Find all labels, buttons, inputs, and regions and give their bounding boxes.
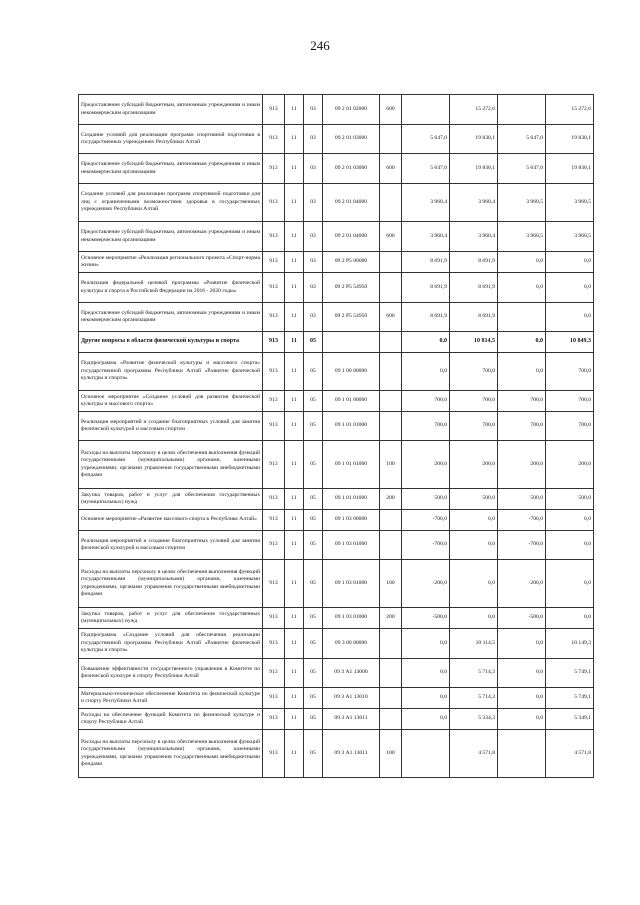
row-name: Предоставление субсидий бюджетным, автономным учреждениям и иным некоммерческим организациям xyxy=(79,154,263,184)
row-section: 11 xyxy=(285,154,304,184)
row-expense-type: 100 xyxy=(380,441,402,489)
row-target-article: 09 1 03 01000 xyxy=(323,531,380,560)
row-amount-change-1: 0,0 xyxy=(402,659,450,688)
row-amount-total-1: 0,0 xyxy=(450,560,498,608)
row-amount-total-2: 15 272,6 xyxy=(546,95,594,125)
row-name: Создание условий для реализации программ спортивной подготовки для лиц с ограниченными возможностями здоровья в государственных учреждениях Республики Алтай xyxy=(79,184,263,222)
row-amount-change-2: 3 960,5 xyxy=(498,184,546,222)
table-row xyxy=(79,441,594,489)
row-name: Подпрограмма «Создание условий для обеспечения реализации государственной программы Республики Алтай «Развитие физической культуры и спорта» xyxy=(79,629,263,659)
table-row xyxy=(79,332,594,353)
row-amount-total-1: 500,0 xyxy=(450,489,498,510)
row-target-article: 09 1 03 01000 xyxy=(323,608,380,629)
row-expense-type xyxy=(380,332,402,353)
row-amount-total-2: 3 960,5 xyxy=(546,184,594,222)
row-amount-change-1: -500,0 xyxy=(402,608,450,629)
row-target-article: 09 1 01 01000 xyxy=(323,441,380,489)
row-subsection: 03 xyxy=(304,154,323,184)
row-subsection: 05 xyxy=(304,353,323,391)
table-row xyxy=(79,730,594,778)
row-name: Другие вопросы в области физической культуры и спорта xyxy=(79,332,263,353)
row-amount-total-1: 10 814,5 xyxy=(450,332,498,353)
table-row xyxy=(79,510,594,531)
row-section: 11 xyxy=(285,709,304,730)
row-name: Реализация мероприятий и создание благоприятных условий для занятия физической культурой и массовым спортом xyxy=(79,531,263,560)
row-amount-change-1: -700,0 xyxy=(402,510,450,531)
row-amount-change-2: 0,0 xyxy=(498,659,546,688)
table-row xyxy=(79,391,594,412)
row-section: 11 xyxy=(285,659,304,688)
row-subsection: 05 xyxy=(304,560,323,608)
table-row xyxy=(79,95,594,125)
row-section: 11 xyxy=(285,252,304,273)
row-expense-type: 600 xyxy=(380,95,402,125)
row-subsection: 05 xyxy=(304,412,323,441)
row-section: 11 xyxy=(285,510,304,531)
row-grbs: 913 xyxy=(263,154,285,184)
row-grbs: 913 xyxy=(263,659,285,688)
row-section: 11 xyxy=(285,629,304,659)
row-subsection: 05 xyxy=(304,608,323,629)
row-target-article: 09 2 01 04000 xyxy=(323,222,380,252)
row-target-article: 09 3 00 00000 xyxy=(323,629,380,659)
row-section: 11 xyxy=(285,303,304,332)
row-amount-change-2: 0,0 xyxy=(498,273,546,303)
table-row xyxy=(79,125,594,154)
row-amount-change-2: 0,0 xyxy=(498,332,546,353)
row-target-article: 09 1 03 01000 xyxy=(323,560,380,608)
row-expense-type: 600 xyxy=(380,222,402,252)
row-amount-change-2: 200,0 xyxy=(498,441,546,489)
row-amount-change-2: -500,0 xyxy=(498,608,546,629)
row-expense-type xyxy=(380,252,402,273)
row-amount-total-1: 3 960,4 xyxy=(450,222,498,252)
row-amount-total-1: 0,0 xyxy=(450,608,498,629)
table-row xyxy=(79,608,594,629)
row-section: 11 xyxy=(285,273,304,303)
row-amount-total-2: 5 749,1 xyxy=(546,659,594,688)
row-name: Закупка товаров, работ и услуг для обеспечения государственных (муниципальных) нужд xyxy=(79,608,263,629)
table-row xyxy=(79,222,594,252)
row-amount-change-2: 5 647,0 xyxy=(498,154,546,184)
row-amount-total-2: 0,0 xyxy=(546,531,594,560)
row-grbs: 913 xyxy=(263,412,285,441)
row-amount-change-1: -700,0 xyxy=(402,531,450,560)
row-target-article: 09 2 P5 54950 xyxy=(323,303,380,332)
row-grbs: 913 xyxy=(263,560,285,608)
row-amount-change-2: 0,0 xyxy=(498,252,546,273)
row-grbs: 913 xyxy=(263,629,285,659)
row-section: 11 xyxy=(285,222,304,252)
table-row xyxy=(79,659,594,688)
row-amount-total-2: 10 149,3 xyxy=(546,629,594,659)
row-target-article: 09 3 А1 13011 xyxy=(323,730,380,778)
row-subsection: 03 xyxy=(304,252,323,273)
row-amount-change-1: 500,0 xyxy=(402,489,450,510)
row-amount-total-1: 19 830,1 xyxy=(450,125,498,154)
row-name: Создание условий для реализации программ спортивной подготовки в государственных учреждениях Республики Алтай xyxy=(79,125,263,154)
row-amount-total-1: 19 830,1 xyxy=(450,154,498,184)
table-row xyxy=(79,688,594,709)
table-row xyxy=(79,709,594,730)
row-amount-total-1: 8 691,9 xyxy=(450,252,498,273)
row-name: Подпрограмма «Развитие физической культуры и массового спорта» государственной программы Республики Алтай «Развитие физической культуры и спорта» xyxy=(79,353,263,391)
row-name: Основное мероприятие «Создание условий для развития физической культуры и массового спорта» xyxy=(79,391,263,412)
row-expense-type xyxy=(380,391,402,412)
row-amount-total-2: 5 749,1 xyxy=(546,688,594,709)
row-subsection: 05 xyxy=(304,629,323,659)
row-amount-total-1: 3 960,4 xyxy=(450,184,498,222)
table-row xyxy=(79,560,594,608)
row-grbs: 913 xyxy=(263,489,285,510)
row-name: Предоставление субсидий бюджетным, автономным учреждениям и иным некоммерческим организациям xyxy=(79,222,263,252)
row-section: 11 xyxy=(285,531,304,560)
row-amount-total-1: 5 334,3 xyxy=(450,709,498,730)
row-amount-total-2: 0,0 xyxy=(546,608,594,629)
row-amount-total-1: 4 571,8 xyxy=(450,730,498,778)
row-amount-change-1: -200,0 xyxy=(402,560,450,608)
row-grbs: 913 xyxy=(263,184,285,222)
row-section: 11 xyxy=(285,391,304,412)
row-expense-type: 100 xyxy=(380,730,402,778)
row-target-article: 09 2 01 02000 xyxy=(323,95,380,125)
row-section: 11 xyxy=(285,95,304,125)
row-subsection: 05 xyxy=(304,688,323,709)
row-subsection: 05 xyxy=(304,659,323,688)
row-subsection: 05 xyxy=(304,441,323,489)
row-amount-change-2 xyxy=(498,303,546,332)
row-amount-total-2: 0,0 xyxy=(546,510,594,531)
row-target-article: 09 1 01 00000 xyxy=(323,391,380,412)
row-expense-type xyxy=(380,510,402,531)
row-name: Основное мероприятие «Реализация регионального проекта «Спорт-норма жизни» xyxy=(79,252,263,273)
row-grbs: 913 xyxy=(263,441,285,489)
row-grbs: 913 xyxy=(263,125,285,154)
row-amount-change-2: 500,0 xyxy=(498,489,546,510)
row-amount-change-1: 3 960,4 xyxy=(402,222,450,252)
row-expense-type: 200 xyxy=(380,489,402,510)
row-grbs: 913 xyxy=(263,688,285,709)
row-amount-change-1: 0,0 xyxy=(402,629,450,659)
row-amount-total-1: 8 691,9 xyxy=(450,273,498,303)
row-target-article: 09 3 А1 13011 xyxy=(323,709,380,730)
row-subsection: 05 xyxy=(304,489,323,510)
row-expense-type xyxy=(380,273,402,303)
row-amount-total-1: 15 272,6 xyxy=(450,95,498,125)
row-amount-change-1: 0,0 xyxy=(402,353,450,391)
row-grbs: 913 xyxy=(263,353,285,391)
row-grbs: 913 xyxy=(263,510,285,531)
row-amount-total-2: 700,0 xyxy=(546,412,594,441)
row-name: Материально-техническое обеспечение Комитета по физической культуре и спорту Республики Алтай xyxy=(79,688,263,709)
row-name: Предоставление субсидий бюджетным, автономным учреждениям и иным некоммерческим организациям xyxy=(79,303,263,332)
row-target-article: 09 1 00 00000 xyxy=(323,353,380,391)
row-grbs: 913 xyxy=(263,709,285,730)
row-section: 11 xyxy=(285,560,304,608)
row-target-article: 09 1 01 01000 xyxy=(323,412,380,441)
row-amount-change-1: 0,0 xyxy=(402,332,450,353)
row-amount-change-1: 0,0 xyxy=(402,709,450,730)
row-amount-change-1: 5 647,0 xyxy=(402,125,450,154)
row-expense-type xyxy=(380,353,402,391)
row-section: 11 xyxy=(285,688,304,709)
row-amount-change-2 xyxy=(498,95,546,125)
row-subsection: 05 xyxy=(304,730,323,778)
row-name: Реализация мероприятий и создание благоприятных условий для занятия физической культурой и массовым спортом xyxy=(79,412,263,441)
table-row xyxy=(79,531,594,560)
row-name: Расходы на обеспечение функций Комитета по физической культуре и спорту Республики Алтай xyxy=(79,709,263,730)
row-grbs: 913 xyxy=(263,730,285,778)
row-section: 11 xyxy=(285,730,304,778)
row-section: 11 xyxy=(285,412,304,441)
row-name: Основное мероприятие «Развитие массового спорта в Республике Алтай» xyxy=(79,510,263,531)
table-row xyxy=(79,303,594,332)
row-grbs: 913 xyxy=(263,608,285,629)
row-name: Повышение эффективности государственного управления в Комитете по физической культуре и спорту Республики Алтай xyxy=(79,659,263,688)
row-amount-change-2: -200,0 xyxy=(498,560,546,608)
row-amount-change-2: 0,0 xyxy=(498,353,546,391)
row-amount-change-2: 0,0 xyxy=(498,629,546,659)
row-grbs: 913 xyxy=(263,222,285,252)
row-amount-change-2 xyxy=(498,730,546,778)
table-row xyxy=(79,154,594,184)
row-amount-total-2: 700,0 xyxy=(546,353,594,391)
row-expense-type xyxy=(380,412,402,441)
budget-table-body xyxy=(79,95,594,778)
row-name: Закупка товаров, работ и услуг для обеспечения государственных (муниципальных) нужд xyxy=(79,489,263,510)
row-amount-total-2: 19 830,1 xyxy=(546,125,594,154)
page-number: 246 xyxy=(310,38,330,53)
row-amount-change-1: 700,0 xyxy=(402,391,450,412)
row-amount-total-1: 200,0 xyxy=(450,441,498,489)
row-target-article: 09 1 01 01000 xyxy=(323,489,380,510)
row-amount-change-2: 0,0 xyxy=(498,709,546,730)
row-target-article: 09 3 А1 13010 xyxy=(323,688,380,709)
table-row xyxy=(79,412,594,441)
row-subsection: 03 xyxy=(304,95,323,125)
row-name: Расходы на выплаты персоналу в целях обеспечения выполнения функций государственными (муниципальными) органами, казенными учреждениями, органами управления государственными внебюджетными фондами xyxy=(79,441,263,489)
table-row xyxy=(79,252,594,273)
row-amount-total-1: 0,0 xyxy=(450,510,498,531)
row-expense-type xyxy=(380,531,402,560)
row-grbs: 913 xyxy=(263,95,285,125)
table-row xyxy=(79,273,594,303)
row-subsection: 05 xyxy=(304,709,323,730)
row-subsection: 05 xyxy=(304,332,323,353)
row-expense-type xyxy=(380,709,402,730)
row-amount-total-2: 0,0 xyxy=(546,303,594,332)
row-target-article: 09 1 03 00000 xyxy=(323,510,380,531)
row-section: 11 xyxy=(285,332,304,353)
row-subsection: 05 xyxy=(304,510,323,531)
row-grbs: 913 xyxy=(263,391,285,412)
row-amount-change-1: 5 647,0 xyxy=(402,154,450,184)
row-amount-total-2: 200,0 xyxy=(546,441,594,489)
row-amount-total-2: 4 571,8 xyxy=(546,730,594,778)
row-subsection: 05 xyxy=(304,391,323,412)
row-amount-change-1: 3 960,4 xyxy=(402,184,450,222)
row-subsection: 03 xyxy=(304,125,323,154)
row-subsection: 03 xyxy=(304,273,323,303)
row-subsection: 03 xyxy=(304,303,323,332)
row-grbs: 913 xyxy=(263,332,285,353)
row-expense-type xyxy=(380,688,402,709)
row-name: Расходы на выплаты персоналу в целях обеспечения выполнения функций государственными (муниципальными) органами, казенными учреждениями, органами управления государственными внебюджетными фондами xyxy=(79,730,263,778)
table-row xyxy=(79,489,594,510)
row-subsection: 05 xyxy=(304,531,323,560)
row-amount-total-2: 0,0 xyxy=(546,273,594,303)
row-amount-total-2: 700,0 xyxy=(546,391,594,412)
row-subsection: 03 xyxy=(304,222,323,252)
budget-table xyxy=(78,94,594,778)
row-amount-change-1 xyxy=(402,95,450,125)
row-expense-type xyxy=(380,629,402,659)
row-expense-type: 600 xyxy=(380,303,402,332)
row-amount-total-2: 500,0 xyxy=(546,489,594,510)
row-amount-total-2: 19 830,1 xyxy=(546,154,594,184)
row-amount-total-2: 3 960,5 xyxy=(546,222,594,252)
row-amount-change-1: 200,0 xyxy=(402,441,450,489)
row-target-article: 09 3 А1 13000 xyxy=(323,659,380,688)
row-amount-total-1: 0,0 xyxy=(450,531,498,560)
row-grbs: 913 xyxy=(263,531,285,560)
row-amount-total-1: 5 714,3 xyxy=(450,688,498,709)
row-amount-total-2: 0,0 xyxy=(546,252,594,273)
row-amount-change-2: 3 960,5 xyxy=(498,222,546,252)
row-name: Предоставление субсидий бюджетным, автономным учреждениям и иным некоммерческим организациям xyxy=(79,95,263,125)
row-amount-total-1: 5 714,3 xyxy=(450,659,498,688)
row-amount-change-2: 0,0 xyxy=(498,688,546,709)
row-section: 11 xyxy=(285,489,304,510)
row-section: 11 xyxy=(285,353,304,391)
row-subsection: 03 xyxy=(304,184,323,222)
row-target-article: 09 2 01 04000 xyxy=(323,184,380,222)
table-row xyxy=(79,629,594,659)
row-amount-total-1: 700,0 xyxy=(450,391,498,412)
row-name: Расходы на выплаты персоналу в целях обеспечения выполнения функций государственными (муниципальными) органами, казенными учреждениями, органами управления государственными внебюджетными фондами xyxy=(79,560,263,608)
row-amount-change-1: 8 691,9 xyxy=(402,303,450,332)
row-target-article: 09 2 P5 00000 xyxy=(323,252,380,273)
row-amount-total-1: 700,0 xyxy=(450,353,498,391)
row-target-article: 09 2 P5 54950 xyxy=(323,273,380,303)
row-amount-change-1: 700,0 xyxy=(402,412,450,441)
row-amount-change-1: 8 691,9 xyxy=(402,273,450,303)
table-row xyxy=(79,353,594,391)
row-amount-change-2: 5 647,0 xyxy=(498,125,546,154)
row-amount-total-1: 10 114,5 xyxy=(450,629,498,659)
row-expense-type: 200 xyxy=(380,608,402,629)
row-amount-change-2: 700,0 xyxy=(498,412,546,441)
row-name: Реализация федеральной целевой программы «Развитие физической культуры и спорта в Российской Федерации на 2016 - 2020 годы» xyxy=(79,273,263,303)
table-row xyxy=(79,184,594,222)
row-expense-type xyxy=(380,125,402,154)
row-expense-type: 100 xyxy=(380,560,402,608)
row-amount-total-2: 5 349,1 xyxy=(546,709,594,730)
row-grbs: 913 xyxy=(263,252,285,273)
row-expense-type: 600 xyxy=(380,154,402,184)
row-amount-total-2: 10 849,3 xyxy=(546,332,594,353)
row-amount-change-1: 8 691,9 xyxy=(402,252,450,273)
row-section: 11 xyxy=(285,441,304,489)
row-amount-change-1: 0,0 xyxy=(402,688,450,709)
row-target-article xyxy=(323,332,380,353)
row-expense-type xyxy=(380,659,402,688)
row-amount-total-2: 0,0 xyxy=(546,560,594,608)
row-section: 11 xyxy=(285,184,304,222)
row-section: 11 xyxy=(285,608,304,629)
row-amount-change-2: -700,0 xyxy=(498,531,546,560)
row-expense-type xyxy=(380,184,402,222)
row-amount-total-1: 700,0 xyxy=(450,412,498,441)
row-section: 11 xyxy=(285,125,304,154)
row-grbs: 913 xyxy=(263,303,285,332)
row-target-article: 09 2 01 03000 xyxy=(323,125,380,154)
row-amount-change-2: 700,0 xyxy=(498,391,546,412)
row-grbs: 913 xyxy=(263,273,285,303)
row-amount-total-1: 8 691,9 xyxy=(450,303,498,332)
row-amount-change-2: -700,0 xyxy=(498,510,546,531)
row-target-article: 09 2 01 03000 xyxy=(323,154,380,184)
row-amount-change-1 xyxy=(402,730,450,778)
